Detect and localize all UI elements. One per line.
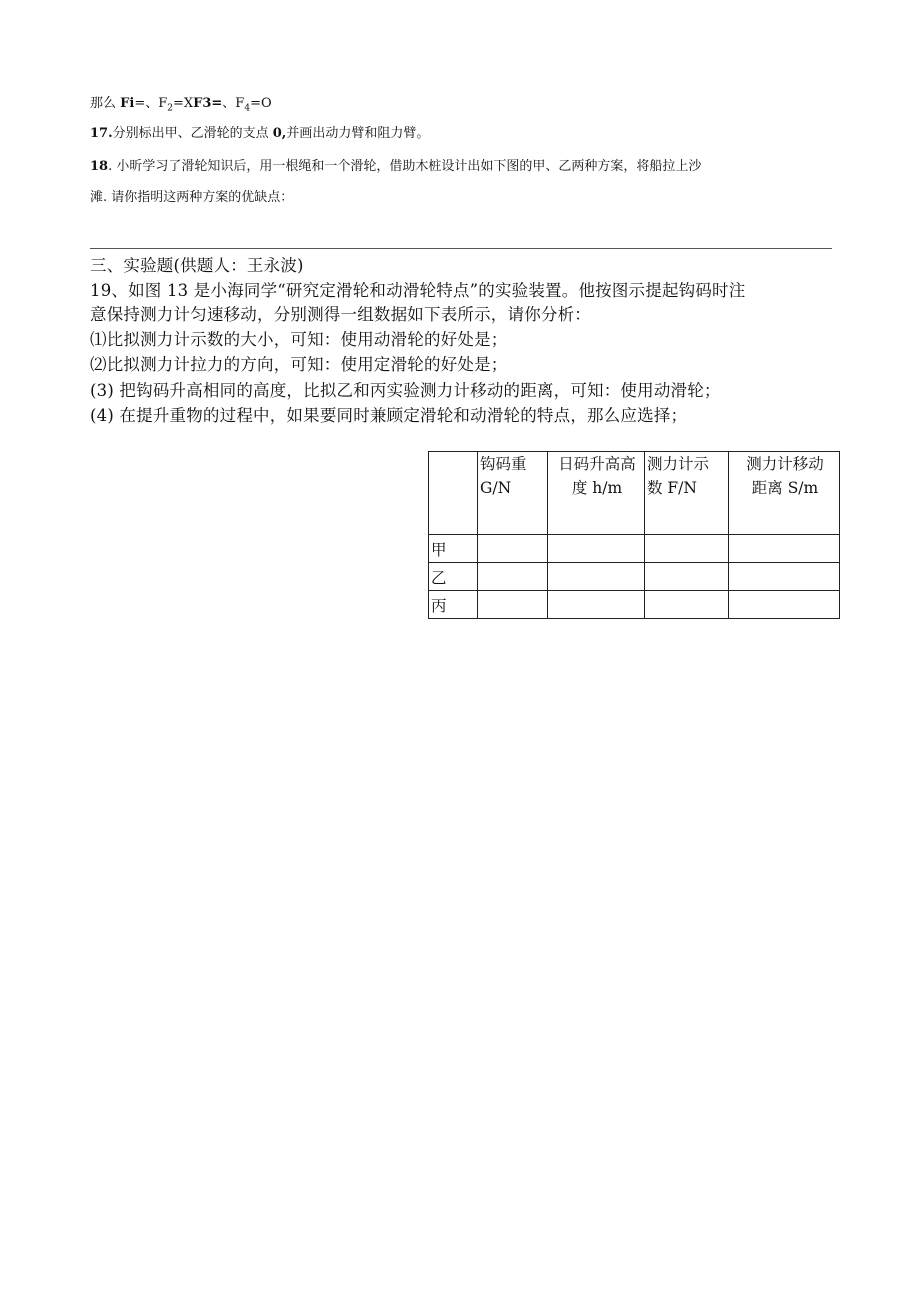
q16-f1: Fi (120, 96, 135, 111)
table-cell (729, 563, 840, 591)
table-header-force: 测力计示 数 F/N (645, 452, 729, 535)
q16-f4-rest: =O (250, 96, 272, 111)
table-cell (478, 563, 548, 591)
table-row-label: 甲 (429, 535, 478, 563)
table-cell (478, 591, 548, 619)
table-cell (548, 535, 645, 563)
q17-pivot-o: 0, (272, 126, 287, 141)
q16-f3: F3= (193, 96, 223, 111)
table-header-height: 日码升高高 度 h/m (548, 452, 645, 535)
q17-text: 分别标出甲、乙滑轮的支点 (112, 126, 273, 141)
table-header-corner (429, 452, 478, 535)
q16-f3-rest: 、F (222, 96, 245, 111)
table-row-label: 乙 (429, 563, 478, 591)
q17-text2: 并画出动力臂和阻力臂。 (286, 126, 430, 141)
table-row-label: 丙 (429, 591, 478, 619)
table-cell (645, 535, 729, 563)
q18-line2 (90, 186, 293, 205)
table-header-row (429, 452, 840, 535)
q18-text1: . 小昕学习了滑轮知识后，用一根绳和一个滑轮，借助木桩设计出如下图的甲、乙两种方案，将船拉上沙 (108, 159, 702, 174)
q19-line1: 19、如图 13 是小海同学“研究定滑轮和动滑轮特点”的实验装置。他按图示提起钩码时注 (90, 281, 746, 300)
q19-sub3: (3) 把钩码升高相同的高度，比拟乙和丙实验测力计移动的距离，可知：使用动滑轮； (90, 381, 721, 400)
q19-line2: 意保持测力计匀速移动，分别测得一组数据如下表所示，请你分析： (90, 305, 591, 324)
q16-f2-sub: 2 (167, 103, 173, 114)
q17-number: 17. (90, 126, 113, 141)
q19-sub1: ⑴比拟测力计示数的大小，可知：使用动滑轮的好处是； (90, 330, 508, 349)
table-row (429, 535, 840, 563)
table-header-weight: 钩码重 G/N (478, 452, 548, 535)
q18-number: 18 (90, 159, 109, 174)
q16-f1-rest: =、F (134, 96, 168, 111)
table-cell (729, 591, 840, 619)
section3-heading: 三、实验题(供题人：王永波) (90, 256, 304, 275)
q17-line (90, 122, 429, 141)
table-cell (478, 535, 548, 563)
table-cell (645, 591, 729, 619)
table-row (429, 591, 840, 619)
table-cell (548, 591, 645, 619)
q16-line (90, 92, 272, 114)
q18-text2: 滩. 请你指明这两种方案的优缺点： (90, 190, 294, 205)
q18-line1 (90, 155, 701, 174)
table-cell (548, 563, 645, 591)
q16-f2-rest: =X (172, 96, 194, 111)
q16-f4-sub: 4 (244, 103, 251, 114)
q16-prefix: 那么 (90, 96, 121, 111)
table-cell (729, 535, 840, 563)
table-cell (645, 563, 729, 591)
q19-sub4: (4) 在提升重物的过程中，如果要同时兼顾定滑轮和动滑轮的特点，那么应选择； (90, 406, 688, 425)
section-divider (90, 248, 832, 249)
experiment-data-table (428, 451, 840, 619)
table-row (429, 563, 840, 591)
q19-sub2: ⑵比拟测力计拉力的方向，可知：使用定滑轮的好处是； (90, 355, 508, 374)
table-header-distance: 测力计移动 距离 S/m (729, 452, 840, 535)
